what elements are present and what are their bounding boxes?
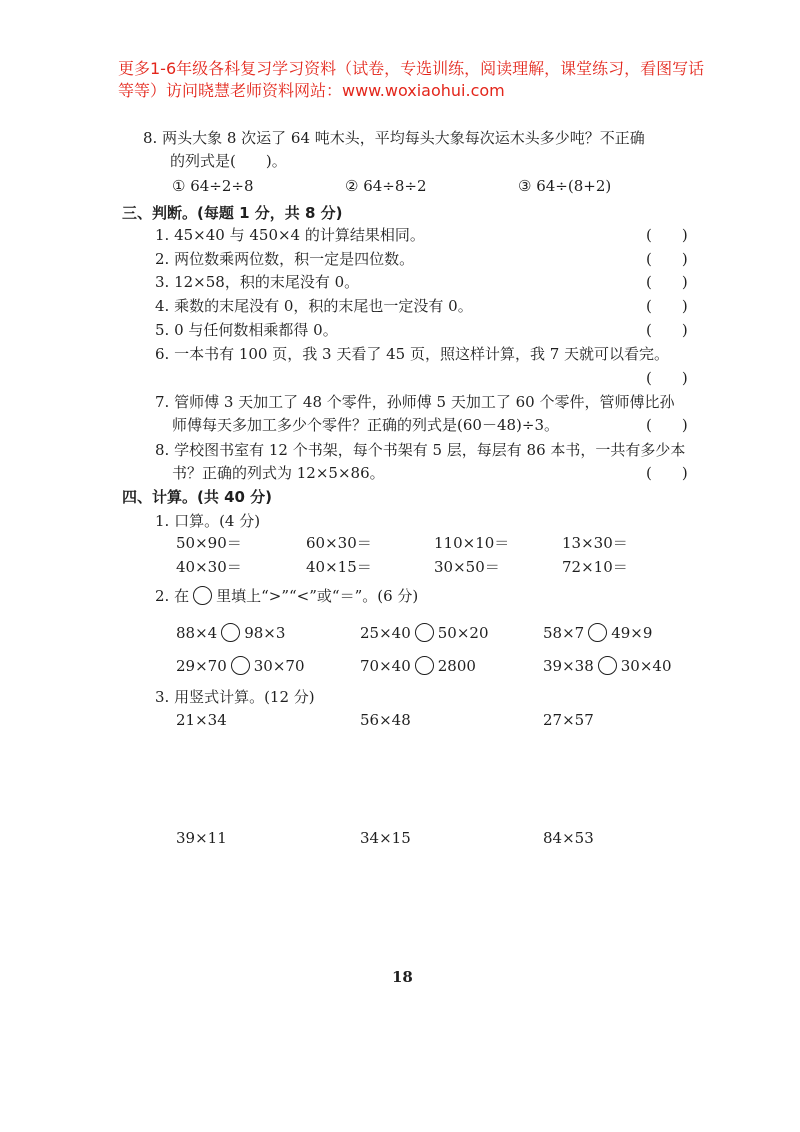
compare-right: 30×40: [620, 657, 672, 675]
q8-line2: 的列式是( )。: [170, 152, 287, 170]
section3-title: 三、判断。(每题 1 分，共 8 分): [122, 204, 343, 222]
mental-math-8: 72×10＝: [562, 558, 628, 576]
mental-math-title: 1. 口算。(4 分): [155, 512, 261, 530]
compare-item-5: [360, 656, 476, 676]
q8-line1: 8. 两头大象 8 次运了 64 吨木头，平均每头大象每次运木头多少吨？不正确: [143, 129, 645, 147]
compare-blank[interactable]: [231, 656, 250, 675]
vertical-calc-5: 34×15: [360, 829, 411, 847]
compare-left: 58×7: [543, 624, 585, 642]
vertical-calc-4: 39×11: [176, 829, 227, 847]
judge-item-5: 5. 0 与任何数相乘都得 0。: [155, 321, 338, 339]
section4-title: 四、计算。(共 40 分): [122, 488, 273, 506]
compare-left: 29×70: [176, 657, 227, 675]
judge-item-2: 2. 两位数乘两位数，积一定是四位数。: [155, 250, 415, 268]
circle-symbol-icon: [193, 586, 212, 605]
mental-math-2: 60×30＝: [306, 534, 372, 552]
compare-left: 39×38: [543, 657, 594, 675]
compare-left: 70×40: [360, 657, 411, 675]
compare-title-part2: 里填上“>”“<”或“＝”。(6 分): [216, 587, 419, 605]
compare-item-4: [176, 656, 305, 676]
judge-item-8-line2: 书？正确的列式为 12×5×86。: [172, 464, 385, 482]
judge-answer-3[interactable]: ( ): [646, 273, 688, 291]
compare-item-2: [360, 623, 489, 643]
compare-left: 88×4: [176, 624, 218, 642]
mental-math-3: 110×10＝: [434, 534, 510, 552]
compare-right: 50×20: [437, 624, 489, 642]
compare-right: 30×70: [253, 657, 305, 675]
judge-item-6: 6. 一本书有 100 页，我 3 天看了 45 页，照这样计算，我 7 天就可以看完。: [155, 345, 670, 363]
mental-math-1: 50×90＝: [176, 534, 242, 552]
q8-option-1: ① 64÷2÷8: [172, 177, 254, 195]
compare-title-part1: 2. 在: [155, 587, 190, 605]
compare-blank[interactable]: [415, 656, 434, 675]
judge-item-7-line1: 7. 管师傅 3 天加工了 48 个零件，孙师傅 5 天加工了 60 个零件，管师傅比孙: [155, 393, 675, 411]
judge-answer-8[interactable]: ( ): [646, 464, 688, 482]
page-number: 18: [392, 968, 413, 986]
compare-right: 2800: [437, 657, 476, 675]
mental-math-7: 30×50＝: [434, 558, 500, 576]
compare-right: 49×9: [611, 624, 653, 642]
compare-item-3: [543, 623, 652, 643]
vertical-calc-1: 21×34: [176, 711, 227, 729]
judge-answer-7[interactable]: ( ): [646, 416, 688, 434]
judge-item-1: 1. 45×40 与 450×4 的计算结果相同。: [155, 226, 425, 244]
compare-title: [155, 586, 418, 606]
judge-item-8-line1: 8. 学校图书室有 12 个书架，每个书架有 5 层，每层有 86 本书，一共有多少本: [155, 441, 686, 459]
q8-option-3: ③ 64÷(8+2): [518, 177, 612, 195]
compare-item-6: [543, 656, 672, 676]
judge-item-4: 4. 乘数的末尾没有 0，积的末尾也一定没有 0。: [155, 297, 473, 315]
mental-math-6: 40×15＝: [306, 558, 372, 576]
judge-item-7-line2: 师傅每天多加工多少个零件？正确的列式是(60－48)÷3。: [172, 416, 559, 434]
mental-math-4: 13×30＝: [562, 534, 628, 552]
compare-right: 98×3: [244, 624, 286, 642]
vertical-calc-3: 27×57: [543, 711, 594, 729]
compare-blank[interactable]: [588, 623, 607, 642]
compare-left: 25×40: [360, 624, 411, 642]
compare-blank[interactable]: [415, 623, 434, 642]
compare-blank[interactable]: [598, 656, 617, 675]
vertical-calc-2: 56×48: [360, 711, 411, 729]
q8-option-2: ② 64÷8÷2: [345, 177, 427, 195]
judge-answer-6[interactable]: ( ): [646, 369, 688, 387]
judge-answer-1[interactable]: ( ): [646, 226, 688, 244]
mental-math-5: 40×30＝: [176, 558, 242, 576]
compare-blank[interactable]: [221, 623, 240, 642]
compare-item-1: [176, 623, 285, 643]
judge-answer-5[interactable]: ( ): [646, 321, 688, 339]
vertical-calc-6: 84×53: [543, 829, 594, 847]
judge-item-3: 3. 12×58，积的末尾没有 0。: [155, 273, 360, 291]
judge-answer-4[interactable]: ( ): [646, 297, 688, 315]
site-banner: 更多1-6年级各科复习学习资料（试卷，专选训练，阅读理解，课堂练习，看图写话等等）访问晓慧老师资料网站：www.woxiaohui.com: [118, 59, 705, 100]
vertical-calc-title: 3. 用竖式计算。(12 分): [155, 688, 315, 706]
judge-answer-2[interactable]: ( ): [646, 250, 688, 268]
